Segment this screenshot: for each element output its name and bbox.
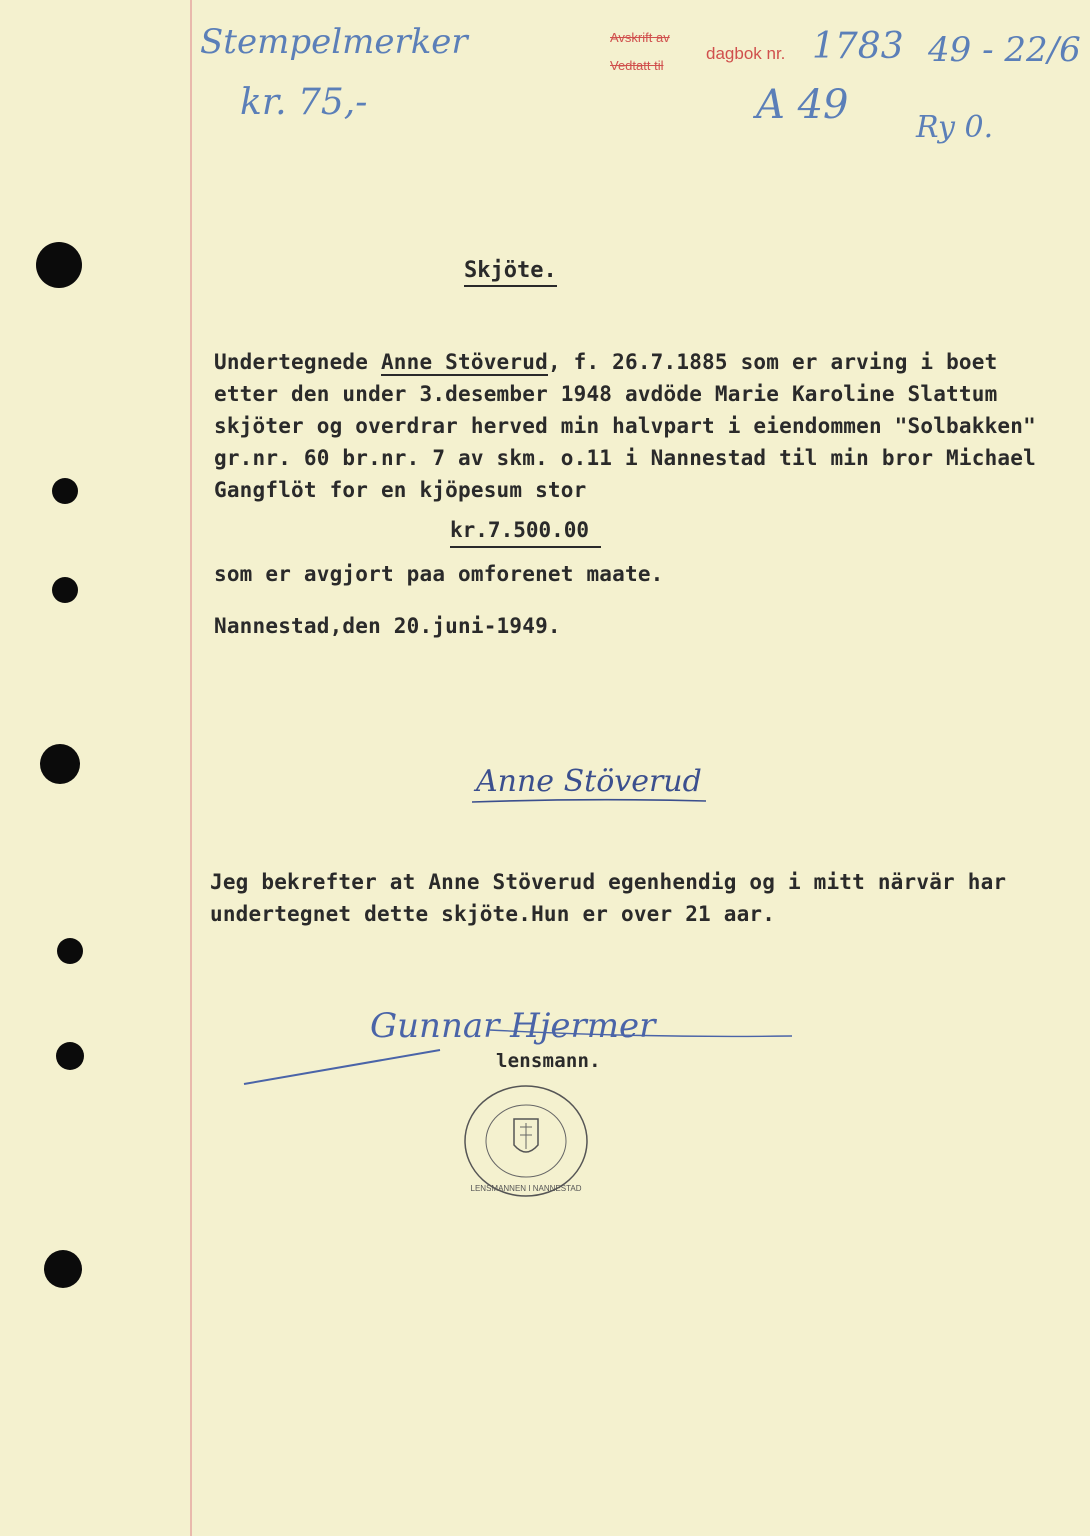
signature-underline xyxy=(470,796,710,806)
purchase-amount: kr.7.500.00 xyxy=(450,518,601,548)
stamp-line-bottom: Vedtatt til xyxy=(610,58,664,73)
punch-hole xyxy=(57,938,83,964)
official-seal xyxy=(462,1083,590,1199)
dagbok-year-date: 49 - 22/6 xyxy=(928,30,1081,70)
punch-hole xyxy=(44,1250,82,1288)
seller-signature: Anne Stöverud xyxy=(476,764,702,799)
witness-signature: Gunnar Hjermer xyxy=(370,1006,656,1046)
punch-hole xyxy=(52,478,78,504)
body-line-part: , f. 26.7.1885 som er arving i boet xyxy=(547,350,998,374)
clerk-initials: Ry 0. xyxy=(916,110,994,145)
body-line: Gangflöt for en kjöpesum stor xyxy=(214,478,587,502)
body-line: skjöter og overdrar herved min halvpart i eiendommen "Solbakken" xyxy=(214,414,1036,438)
confirmation-line: Jeg bekrefter at Anne Stöverud egenhendig og i mitt närvär har xyxy=(210,870,1007,894)
punch-hole xyxy=(56,1042,84,1070)
stamp-fee-note: Stempelmerker xyxy=(200,22,468,62)
body-line-part: Undertegnede xyxy=(214,350,381,374)
confirmation-line: undertegnet dette skjöte.Hun er over 21 aar. xyxy=(210,902,776,926)
body-line xyxy=(214,350,997,374)
place-date: Nannestad,den 20.juni-1949. xyxy=(214,614,561,638)
document-title: Skjöte. xyxy=(464,258,557,287)
body-line: gr.nr. 60 br.nr. 7 av skm. o.11 i Nannestad til min bror Michael xyxy=(214,446,1036,470)
punch-hole xyxy=(40,744,80,784)
seller-name-underlined: Anne Stöverud xyxy=(380,350,548,374)
punch-hole xyxy=(52,577,78,603)
seal-text: LENSMANNEN I NANNESTAD xyxy=(470,1184,582,1193)
stamp-line-top: Avskrift av xyxy=(610,30,670,45)
settlement-line: som er avgjort paa omforenet maate. xyxy=(214,562,664,586)
body-line: etter den under 3.desember 1948 avdöde Marie Karoline Slattum xyxy=(214,382,998,406)
margin-line xyxy=(190,0,192,1536)
stamp-fee-amount: kr. 75,- xyxy=(240,82,368,123)
stamp-dagbok-label: dagbok nr. xyxy=(706,44,786,63)
dagbok-number: 1783 xyxy=(812,26,904,67)
witness-title: lensmann. xyxy=(496,1050,601,1072)
book-reference: A 49 xyxy=(756,82,849,128)
punch-hole xyxy=(36,242,82,288)
